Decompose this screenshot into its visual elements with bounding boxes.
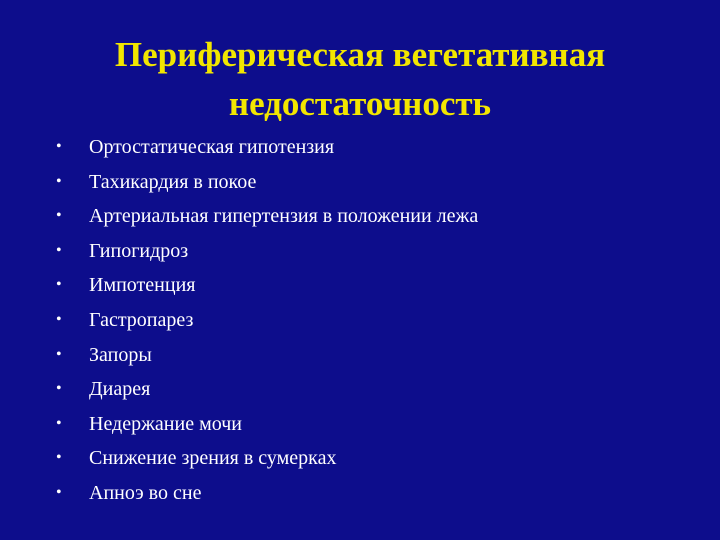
bullet-icon: • xyxy=(56,241,62,259)
bullet-icon: • xyxy=(56,414,62,432)
list-item-text: Апноэ во сне xyxy=(89,481,202,504)
list-item-text: Артериальная гипертензия в положении лежа xyxy=(89,205,479,228)
list-item-text: Гипогидроз xyxy=(89,239,189,262)
list-item-text: Импотенция xyxy=(89,274,196,297)
title-line-1: Периферическая вегетативная xyxy=(114,35,606,74)
bullet-icon: • xyxy=(56,276,62,294)
list-item-text: Гастропарез xyxy=(89,308,194,331)
bullet-icon: • xyxy=(56,310,62,328)
bullet-icon: • xyxy=(56,449,62,467)
bullet-icon: • xyxy=(56,138,62,155)
bullet-icon: • xyxy=(56,483,62,501)
bullet-icon: • xyxy=(56,345,62,363)
list-item-text: Запоры xyxy=(89,343,152,366)
slide-title xyxy=(0,30,720,128)
bullet-icon: • xyxy=(56,207,62,225)
list-item-text: Ортостатическая гипотензия xyxy=(89,136,335,158)
list-item-text: Диарея xyxy=(89,378,151,401)
bullet-icon: • xyxy=(56,172,62,190)
list-item-text: Недержание мочи xyxy=(89,412,242,435)
list-item-text: Снижение зрения в сумерках xyxy=(89,447,337,470)
bullet-icon: • xyxy=(56,380,62,398)
title-line-2: недостаточность xyxy=(228,84,492,123)
list-item-text: Тахикардия в покое xyxy=(89,170,257,193)
